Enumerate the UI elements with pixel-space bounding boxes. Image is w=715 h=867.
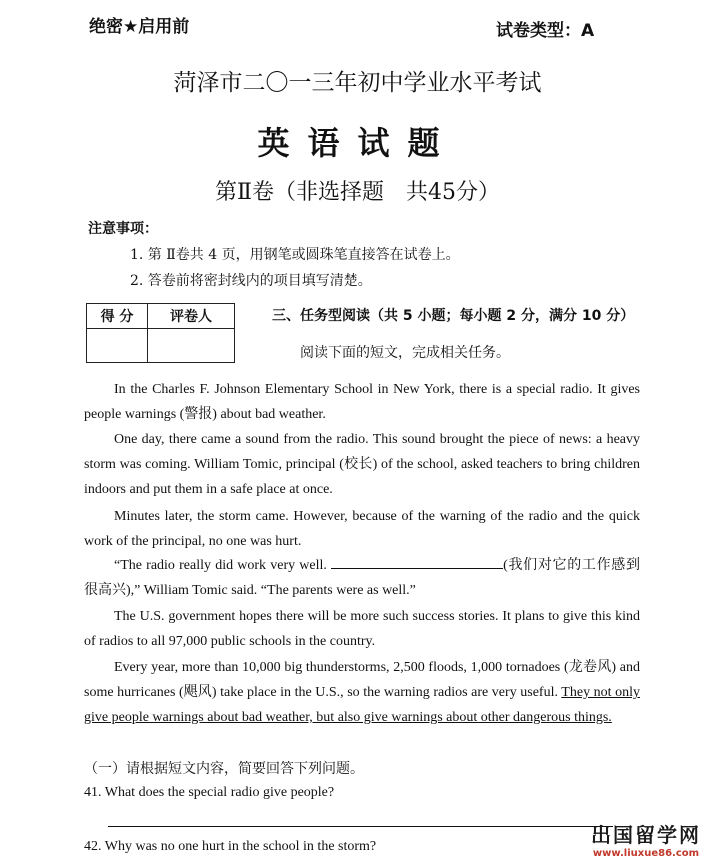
- exam-title: 菏泽市二〇一三年初中学业水平考试: [173, 70, 542, 96]
- paragraph-text-plain: Every year, more than 10,000 big thunderstorms, 2,500 floods, 1,000 tornadoes (龙卷风) and some hurricanes (飓风) take place in the U.S., so the warning radios are very useful.: [84, 660, 640, 700]
- section3-instruction: 阅读下面的短文，完成相关任务。: [300, 345, 510, 361]
- questions-heading: （一）请根据短文内容，简要回答下列问题。: [84, 761, 364, 777]
- paragraph-text-start: “The radio really did work very well.: [114, 558, 332, 573]
- paragraph-text: In the Charles F. Johnson Elementary School in New York, there is a special radio. It gives people warnings (警报) about bad weather.: [84, 382, 640, 422]
- notes-heading: 注意事项：: [88, 221, 158, 237]
- passage-paragraph: [84, 553, 640, 603]
- secret-label: 绝密★启用前: [89, 17, 190, 37]
- note-item: 1. 第 Ⅱ卷共 4 页，用钢笔或圆珠笔直接答在试卷上。: [130, 247, 460, 263]
- section3-title: 三、任务型阅读（共 5 小题；每小题 2 分，满分 10 分）: [272, 308, 635, 324]
- watermark-url: www.liuxue86.com: [592, 848, 700, 859]
- subject-title: 英语试题: [257, 124, 458, 162]
- paragraph-text: Minutes later, the storm came. However, because of the warning of the radio and the quick work of the principal, no one was hurt.: [84, 509, 640, 549]
- passage-paragraph: [84, 604, 640, 654]
- score-cell[interactable]: [87, 329, 148, 363]
- paragraph-text: The U.S. government hopes there will be more such success stories. It plans to give this kind of radios to all 97,000 public schools in the country.: [84, 609, 640, 649]
- note-item: 2. 答卷前将密封线内的项目填写清楚。: [130, 273, 372, 289]
- score-table: [86, 303, 235, 363]
- answer-line-41[interactable]: [108, 826, 613, 827]
- section-title: 第Ⅱ卷（非选择题 共45分）: [215, 180, 500, 205]
- paragraph-text: [84, 655, 640, 730]
- passage-paragraph: [84, 377, 640, 427]
- watermark-brand: 出国留学网: [591, 823, 701, 847]
- question-42: 42. Why was no one hurt in the school in the storm?: [84, 839, 377, 854]
- score-header: 得 分: [87, 304, 148, 329]
- paragraph-text: [84, 553, 640, 603]
- grader-cell[interactable]: [148, 329, 235, 363]
- paper-type: 试卷类型：A: [496, 21, 595, 41]
- watermark: [591, 819, 701, 859]
- paragraph-text-end: (我们对它的工作感到很高兴),” William Tomic said. “The parents were as well.”: [84, 558, 640, 598]
- passage-paragraph: [84, 655, 640, 730]
- grader-header: 评卷人: [148, 304, 235, 329]
- passage-paragraph: [84, 427, 640, 502]
- question-41: 41. What does the special radio give people?: [84, 785, 335, 800]
- paragraph-text: One day, there came a sound from the radio. This sound brought the piece of news: a heavy storm was coming. William Tomic, principal (校长) of the school, asked teachers to bring children indoors and put them in a safe place at once.: [84, 432, 640, 497]
- underlined-sentence: They not only give people warnings about bad weather, but also give warnings about other dangerous things.: [84, 685, 640, 725]
- answer-blank[interactable]: [331, 554, 503, 569]
- passage-paragraph: [84, 504, 640, 554]
